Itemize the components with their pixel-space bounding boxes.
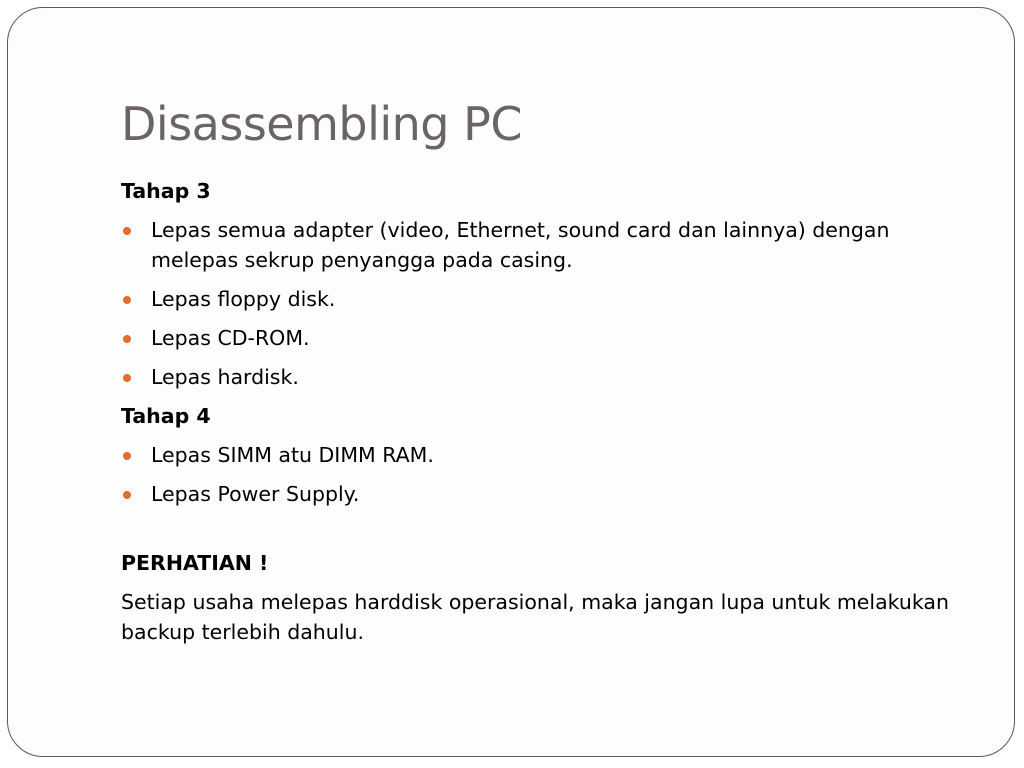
bullet-dot-icon (123, 227, 131, 235)
bullet-item (121, 440, 981, 470)
bullet-text: Lepas hardisk. (151, 365, 299, 389)
bullet-item (121, 362, 981, 392)
slide-frame (7, 7, 1015, 757)
bullet-text: Lepas SIMM atu DIMM RAM. (151, 443, 434, 467)
bullet-dot-icon (123, 335, 131, 343)
slide-content (121, 176, 981, 656)
bullet-dot-icon (123, 296, 131, 304)
bullet-text: Lepas semua adapter (video, Ethernet, sound card dan lainnya) dengan melepas sekrup penyangga pada casing. (151, 218, 890, 272)
note-text: Setiap usaha melepas harddisk operasional, maka jangan lupa untuk melakukan backup terlebih dahulu. (121, 590, 949, 644)
spacer (121, 518, 981, 548)
slide-title: Disassembling PC (121, 97, 522, 151)
bullet-dot-icon (123, 452, 131, 460)
bullet-item (121, 323, 981, 353)
bullet-item (121, 479, 981, 509)
section-heading-tahap-3: Tahap 3 (121, 179, 211, 203)
section-heading-tahap-4: Tahap 4 (121, 404, 211, 428)
bullet-text: Lepas Power Supply. (151, 482, 360, 506)
note-heading: PERHATIAN ! (121, 551, 269, 575)
bullet-text: Lepas CD-ROM. (151, 326, 310, 350)
bullet-dot-icon (123, 374, 131, 382)
bullet-text: Lepas floppy disk. (151, 287, 336, 311)
bullet-dot-icon (123, 491, 131, 499)
bullet-item (121, 284, 981, 314)
bullet-item (121, 215, 981, 275)
